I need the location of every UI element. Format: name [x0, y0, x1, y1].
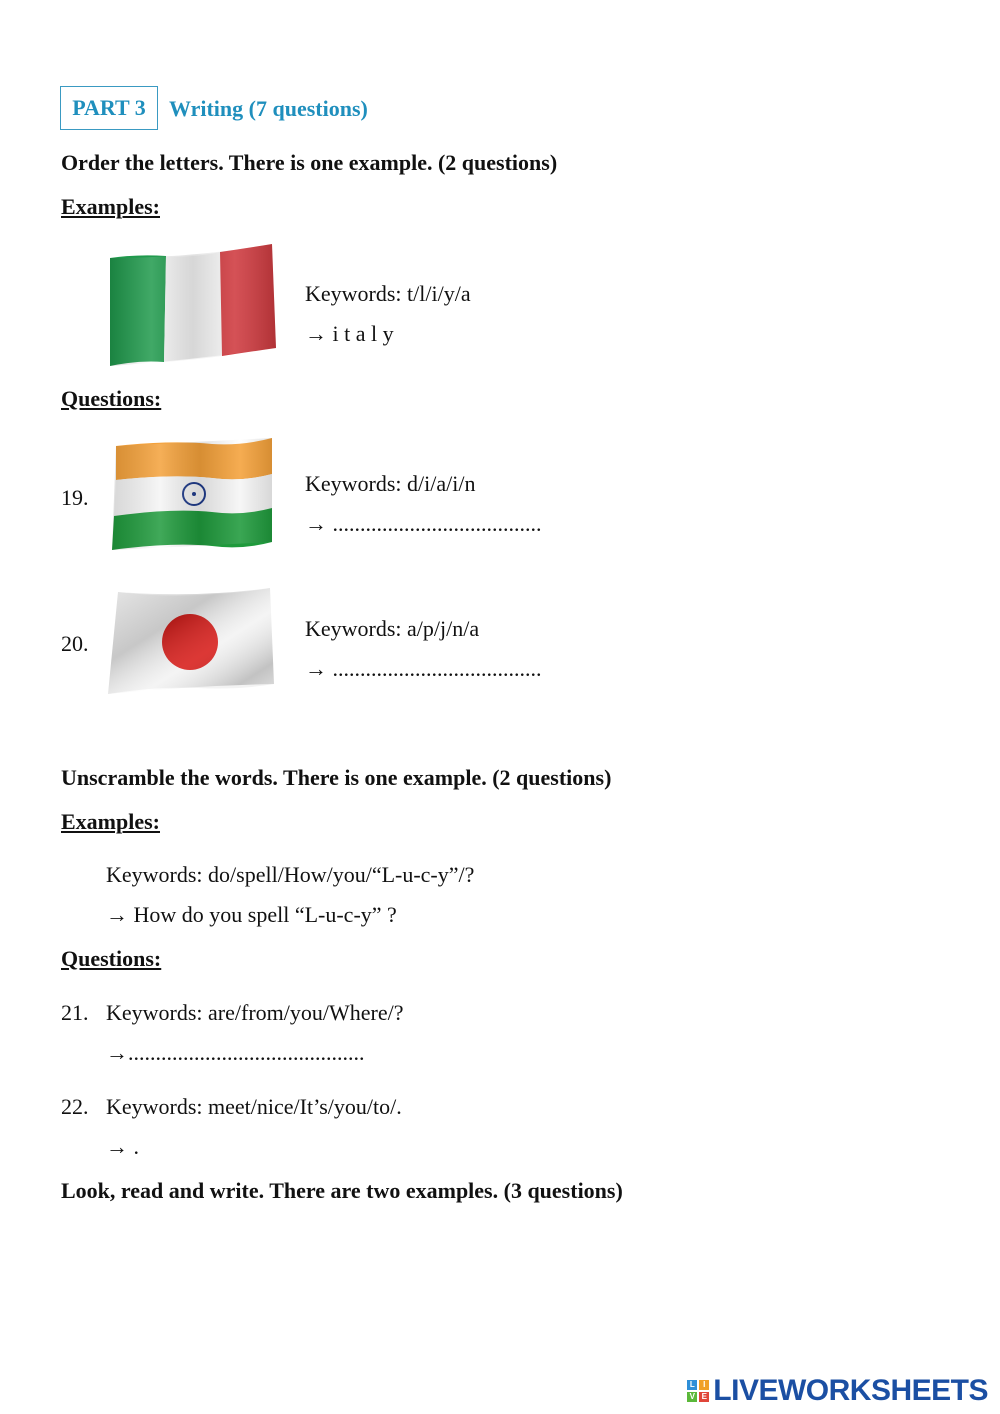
question-number: 21. — [61, 1000, 89, 1025]
question-number: 19. — [61, 485, 89, 510]
answer-blank[interactable]: → . — [106, 1134, 139, 1159]
question-keywords: Keywords: are/from/you/Where/? — [106, 1000, 404, 1025]
question-keywords: Keywords: a/p/j/n/a — [305, 616, 480, 641]
italy-flag-image — [108, 244, 278, 368]
question-number: 22. — [61, 1094, 89, 1119]
logo-letter: V — [687, 1392, 697, 1402]
section2-examples-label: Examples: — [61, 809, 160, 834]
section2-example-answer: → How do you spell “L-u-c-y” ? — [106, 902, 397, 927]
part-label: PART 3 — [60, 86, 158, 130]
section1-instruction: Order the letters. There is one example. (2 questions) — [61, 150, 558, 175]
section1-questions-label: Questions: — [61, 386, 162, 411]
answer-blank[interactable]: → ...................................... — [305, 511, 542, 536]
question-number: 20. — [61, 631, 89, 656]
logo-grid-icon — [687, 1380, 709, 1402]
logo-text: LIVEWORKSHEETS — [713, 1374, 988, 1407]
liveworksheets-logo — [687, 1374, 988, 1408]
section1-example-keywords: Keywords: t/l/i/y/a — [305, 281, 471, 306]
question-keywords: Keywords: meet/nice/It’s/you/to/. — [106, 1094, 402, 1119]
japan-flag-image — [108, 588, 274, 696]
part-title: Writing (7 questions) — [169, 96, 368, 121]
logo-letter: L — [687, 1380, 697, 1390]
logo-letter: E — [699, 1392, 709, 1402]
section2-instruction: Unscramble the words. There is one example. (2 questions) — [61, 765, 612, 790]
india-flag-image — [112, 438, 274, 550]
answer-blank[interactable]: →........................................... — [106, 1040, 365, 1065]
section2-questions-label: Questions: — [61, 946, 162, 971]
answer-blank[interactable]: → ...................................... — [305, 656, 542, 681]
section3-instruction: Look, read and write. There are two examples. (3 questions) — [61, 1178, 623, 1203]
question-keywords: Keywords: d/i/a/i/n — [305, 471, 476, 496]
logo-letter: I — [699, 1380, 709, 1390]
section1-example-answer: → i t a l y — [305, 321, 394, 346]
section1-examples-label: Examples: — [61, 194, 160, 219]
section2-example-keywords: Keywords: do/spell/How/you/“L-u-c-y”/? — [106, 862, 475, 887]
